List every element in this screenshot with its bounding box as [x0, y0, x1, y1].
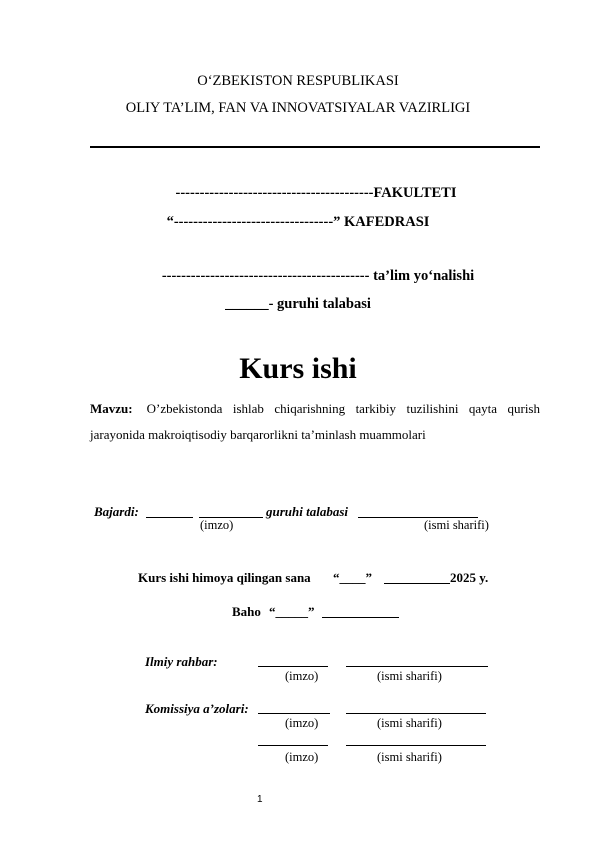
performer-name-caption: (ismi sharifi) — [424, 518, 489, 532]
commission-label: Komissiya a’zolari: — [145, 701, 249, 716]
topic-paragraph — [90, 396, 540, 448]
header-divider — [90, 146, 540, 148]
defense-month-line — [384, 583, 450, 584]
commission-name-caption-1: (ismi sharifi) — [377, 716, 442, 730]
commission-signature-line-1 — [258, 713, 330, 714]
supervisor-signature-line — [258, 666, 328, 667]
commission-name-caption-2: (ismi sharifi) — [377, 750, 442, 764]
document-title: Kurs ishi — [239, 352, 357, 385]
topic-text-2: jarayonida makroiqtisodiy barqarorlikni ta’minlash muammolari — [90, 427, 426, 442]
defense-date-blank: “____” — [333, 570, 372, 585]
commission-signature-line-2 — [258, 745, 328, 746]
grade-blank: “_____” — [269, 604, 315, 619]
page-number: 1 — [257, 794, 263, 805]
grade-line — [322, 617, 399, 618]
commission-name-line-2 — [346, 745, 486, 746]
group-blank: ______ — [225, 296, 269, 312]
performer-blank-1 — [146, 517, 193, 518]
supervisor-name-line — [346, 666, 488, 667]
topic-label: Mavzu: — [90, 401, 133, 416]
ministry-heading: OLIY TA’LIM, FAN VA INNOVATSIYALAR VAZIRLIGI — [125, 100, 471, 116]
commission-name-line-1 — [346, 713, 486, 714]
faculty-line: -----------------------------------------FAKULTETI — [175, 185, 457, 201]
supervisor-label: Ilmiy rahbar: — [145, 654, 218, 669]
supervisor-signature-caption: (imzo) — [285, 669, 319, 683]
grade-label: Baho — [232, 604, 261, 619]
supervisor-name-caption: (ismi sharifi) — [377, 669, 442, 683]
performer-label: Bajardi: — [94, 504, 139, 519]
performer-signature-caption: (imzo) — [200, 518, 234, 532]
topic-line-1 — [90, 396, 540, 422]
department-line: “---------------------------------” KAFEDRASI — [166, 214, 430, 230]
performer-group-label: guruhi talabasi — [266, 504, 349, 519]
defense-text: Kurs ishi himoya qilingan sana — [138, 570, 311, 585]
defense-year: 2025 y. — [450, 570, 489, 585]
topic-text-1: O’zbekistonda ishlab chiqarishning tarkibiy tuzilishini qayta qurish — [146, 401, 540, 416]
commission-signature-caption-2: (imzo) — [285, 750, 319, 764]
republic-heading: O‘ZBEKISTON RESPUBLIKASI — [197, 73, 399, 89]
commission-signature-caption-1: (imzo) — [285, 716, 319, 730]
group-line — [0, 296, 596, 313]
direction-line: ------------------------------------------- ta’lim yo‘nalishi — [161, 268, 475, 284]
group-suffix: - guruhi talabasi — [268, 296, 371, 312]
